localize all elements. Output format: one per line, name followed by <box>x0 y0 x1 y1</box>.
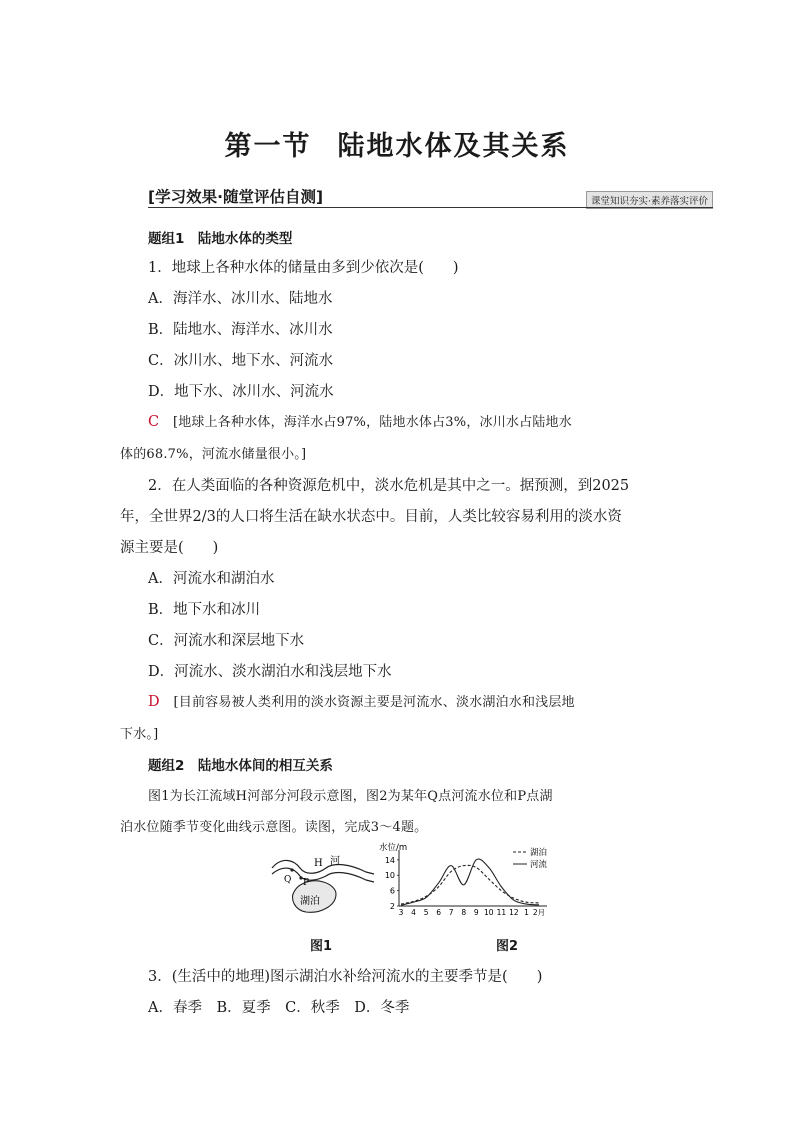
series-line-lake <box>401 865 539 904</box>
section-rule <box>148 207 713 208</box>
q3-stem: 3．(生活中的地理)图示湖泊水补给河流水的主要季节是( ) <box>148 969 543 985</box>
q2-answer-line <box>148 691 575 710</box>
q1-option-c: C．冰川水、地下水、河流水 <box>148 353 334 369</box>
section-tag: 课堂知识夯实·素养落实评价 <box>586 191 713 209</box>
label-lake: 湖泊 <box>300 896 320 907</box>
label-h: H <box>314 858 323 869</box>
x-tick-label: 4 <box>411 908 416 917</box>
group2-title: 题组2 陆地水体间的相互关系 <box>148 758 333 774</box>
q2-stem-2: 年，全世界2/3的人口将生活在缺水状态中。目前，人类比较容易利用的淡水资 <box>120 509 622 525</box>
q1-option-b: B．陆地水、海洋水、冰川水 <box>148 322 333 338</box>
x-tick-label: 2月 <box>532 908 546 917</box>
q2-explanation-2: 下水。] <box>120 727 159 742</box>
x-tick-label: 6 <box>436 908 442 917</box>
x-tick-label: 8 <box>461 908 467 917</box>
x-tick-label: 1 <box>524 908 529 917</box>
y-tick-label: 10 <box>384 871 395 881</box>
q2-stem-1: 2．在人类面临的各种资源危机中，淡水危机是其中之一。据预测，到2025 <box>148 478 630 494</box>
q2-answer: D <box>148 694 160 710</box>
q2-option-c: C．河流水和深层地下水 <box>148 633 305 649</box>
page-title <box>0 124 794 163</box>
q2-stem-3: 源主要是( ) <box>120 540 219 556</box>
intro-line-2: 泊水位随季节变化曲线示意图。读图，完成3～4题。 <box>120 820 428 835</box>
y-tick-label: 2 <box>389 902 395 911</box>
q2-option-a: A．河流水和湖泊水 <box>148 571 275 587</box>
figure2-chart <box>375 842 560 922</box>
label-p: P <box>303 878 310 888</box>
q1-answer-line <box>148 411 572 430</box>
y-tick-label: 6 <box>389 886 395 896</box>
figure1-caption: 图1 <box>310 939 333 954</box>
q1-option-a: A．海洋水、冰川水、陆地水 <box>148 291 333 307</box>
intro-line-1: 图1为长江流域H河部分河段示意图，图2为某年Q点河流水位和P点湖 <box>148 789 553 804</box>
q3-options: A．春季 B．夏季 C．秋季 D．冬季 <box>148 1000 410 1016</box>
q2-explanation-1: [目前容易被人类利用的淡水资源主要是河流水、淡水湖泊水和浅层地 <box>173 695 575 710</box>
x-tick-label: 7 <box>448 908 454 917</box>
title-part2: 陆地水体及其关系 <box>337 131 570 162</box>
q2-option-b: B．地下水和冰川 <box>148 602 261 618</box>
x-tick-label: 3 <box>398 908 404 917</box>
q1-explanation-2: 体的68.7%，河流水储量很小。] <box>120 447 307 462</box>
x-tick-label: 12 <box>509 908 519 917</box>
legend-label-river: 河流 <box>530 860 548 870</box>
x-tick-label: 11 <box>496 908 507 917</box>
y-axis-label: 水位/m <box>379 843 408 853</box>
x-tick-label: 10 <box>484 908 494 917</box>
label-river: 河 <box>330 856 340 867</box>
q2-option-d: D．河流水、淡水湖泊水和浅层地下水 <box>148 664 392 680</box>
point-q <box>290 868 293 871</box>
q1-option-d: D．地下水、冰川水、河流水 <box>148 384 334 400</box>
x-tick-label: 9 <box>473 908 479 917</box>
x-tick-label: 5 <box>423 908 429 917</box>
group1-title: 题组1 陆地水体的类型 <box>148 231 293 247</box>
river-upper-bank <box>272 860 374 874</box>
y-tick-label: 14 <box>384 855 395 865</box>
q1-answer: C <box>148 414 160 430</box>
q1-explanation-1: [地球上各种水体，海洋水占97%，陆地水体占3%，冰川水占陆地水 <box>172 415 572 430</box>
figure2-caption: 图2 <box>496 939 519 954</box>
legend-label-lake: 湖泊 <box>530 848 548 858</box>
label-q: Q <box>284 875 292 885</box>
section-label: [学习效果·随堂评估自测] <box>148 188 324 206</box>
figure1-map <box>270 850 380 920</box>
section-header <box>148 185 713 209</box>
title-part1: 第一节 <box>224 131 312 162</box>
q1-stem: 1．地球上各种水体的储量由多到少依次是( ) <box>148 260 459 276</box>
